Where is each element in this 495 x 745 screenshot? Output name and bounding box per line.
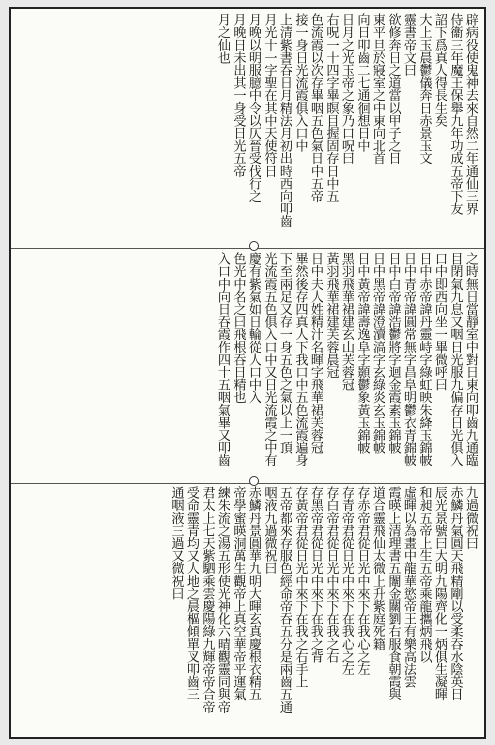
text-column: 和昶五帝上生五帝乘龍攜炳飛以: [416, 486, 432, 663]
text-column: 日中夫人姓精汁名暉字飛華裙芙蓉冠: [308, 252, 323, 454]
text-column: 月晚以明服臆中令以仄晉受伐行之: [246, 13, 261, 203]
text-column: 日中赤帝諱丹靈峙字綠虹映朱絳玉錦帔: [416, 252, 432, 467]
text-column: 色流霞以次存畢咽五色氣日中五帝: [308, 13, 323, 203]
bottom-text-block: [11, 486, 484, 736]
block-divider: [11, 248, 484, 249]
text-column: 口中即西向坐一畢微呼曰: [432, 252, 447, 391]
text-column: 受命靈青均又人地之晨樞傾單叉叩齒三: [184, 486, 199, 701]
text-column: 大上玉晨鬱儀奔日赤景玉文: [416, 13, 432, 165]
text-column: 日中青帝諱圓常無字昌阜明鬱衣青錦帔: [401, 252, 416, 467]
text-column: 通咽液三過又微祝曰: [168, 486, 184, 600]
text-column: 存黃帝君從日光中來下在我之右手上: [292, 486, 308, 688]
text-column: 詔下爲真人得長生矣: [432, 13, 447, 127]
text-column: 赤鱗丹景圓華九明大暉玄真慶根衣精五: [246, 486, 261, 701]
text-column: 日中黑帝諱澄瀆滈字玄綠炎玄玉錦帔: [370, 252, 385, 454]
text-column: 畢然後存四真人下我口中五色流霞遍身: [292, 252, 308, 467]
text-column: 存赤帝君從日光中來下在我心之左: [354, 486, 370, 676]
binding-hole-icon: [249, 476, 259, 486]
text-column: 帝學蜜暎洞萬生觀帝上真空華帝平運氣: [230, 486, 246, 701]
text-column: 色光中名之曰飛根吞日精也: [230, 252, 246, 404]
text-column: 目閉氣九息又咽日光服九偏存日光俱入: [447, 252, 463, 467]
text-column: 霞暎上清理書五闈金關劉右服食朝霞與: [385, 486, 401, 701]
text-column: 月光十一字聖在其中天使符日: [261, 13, 277, 177]
text-column: 五帝都來存服色經命帝吞五分是兩齒五通: [277, 486, 292, 713]
text-column: 日中白帝諱浩鬱將字迴金霞素玉錦帔: [385, 252, 401, 454]
text-column: 靈書帝文曰: [401, 13, 416, 77]
text-column: 赤鱗丹氣圓天飛精剛以受柔吞水陰英日: [447, 486, 463, 701]
text-column: 存黑帝君從日光中來下在我之背: [308, 486, 323, 663]
text-column: 慶有紫氣如日輪從人口中入: [246, 252, 261, 404]
text-column: 下至兩足又存一身五色之氣以上一頂: [277, 252, 292, 454]
text-column: 接一身日光流霞俱入口中: [292, 13, 308, 152]
text-column: 存青帝君從日光中來下在我心之左: [339, 486, 354, 676]
text-column: 侍衞三年魔王保舉九年功成五帝下友: [447, 13, 463, 215]
text-column: 黃羽飛華裙建芙蓉晨冠: [323, 252, 339, 379]
text-column: 入口中向日吞霞作四十五咽氣畢又叩齒: [215, 252, 230, 467]
text-column: 辟病役使鬼神去來自然二年通仙三界: [463, 13, 478, 215]
text-column: 君太上七天紫駟乘雲慶陽綠九輝帝帝合帝: [199, 486, 215, 713]
text-column: 存白帝君從日光中來下在我之右: [323, 486, 339, 663]
text-column: 虛暉以為畫中龍華慾帝王有樂高法雲: [401, 486, 416, 688]
text-column: 東平旦於寢室之中東向北首: [370, 13, 385, 165]
text-column: 道合靈飛仙太微上升紫庭死籍: [370, 486, 385, 650]
text-column: 練朱流之湯五形使光神化六晴觀靈同與帝: [215, 486, 230, 713]
text-column: 日月之光玉帝之象乃口呪曰: [339, 13, 354, 165]
block-divider: [11, 483, 484, 484]
text-column: 之時無日當靜室中對日東向叩齒九通臨: [463, 252, 478, 467]
middle-text-block: [11, 252, 484, 480]
text-column: 黑羽飛華裙建玄山芙蓉冠: [339, 252, 354, 391]
text-column: 上清紫書吞日月精法月初出時西向叩齒: [277, 13, 292, 228]
text-column: 月之仙也: [215, 13, 230, 64]
text-column: 九過微祝曰: [463, 486, 478, 550]
text-column: 辰光景號曰大明九陽齊化一炳俱生凝暉: [432, 486, 447, 701]
binding-hole-icon: [249, 241, 259, 251]
text-column: 向日叩齒二七通徊想日中: [354, 13, 370, 152]
scripture-page: [9, 7, 486, 739]
top-text-block: [11, 13, 484, 246]
text-column: 欲修奔日之道當以甲子之日: [385, 13, 401, 165]
text-column: 右呪一十四字畢瞑目握固存日中五: [323, 13, 339, 203]
text-column: 光流霞五色俱入口中又日光流霞之中有: [261, 252, 277, 467]
text-column: 咽液九過微祝曰: [261, 486, 277, 575]
text-column: 月晚日未出其一身受日光五帝: [230, 13, 246, 177]
text-column: 日中黃帝諱壽逸阜字顥鬱象黃玉錦帔: [354, 252, 370, 454]
